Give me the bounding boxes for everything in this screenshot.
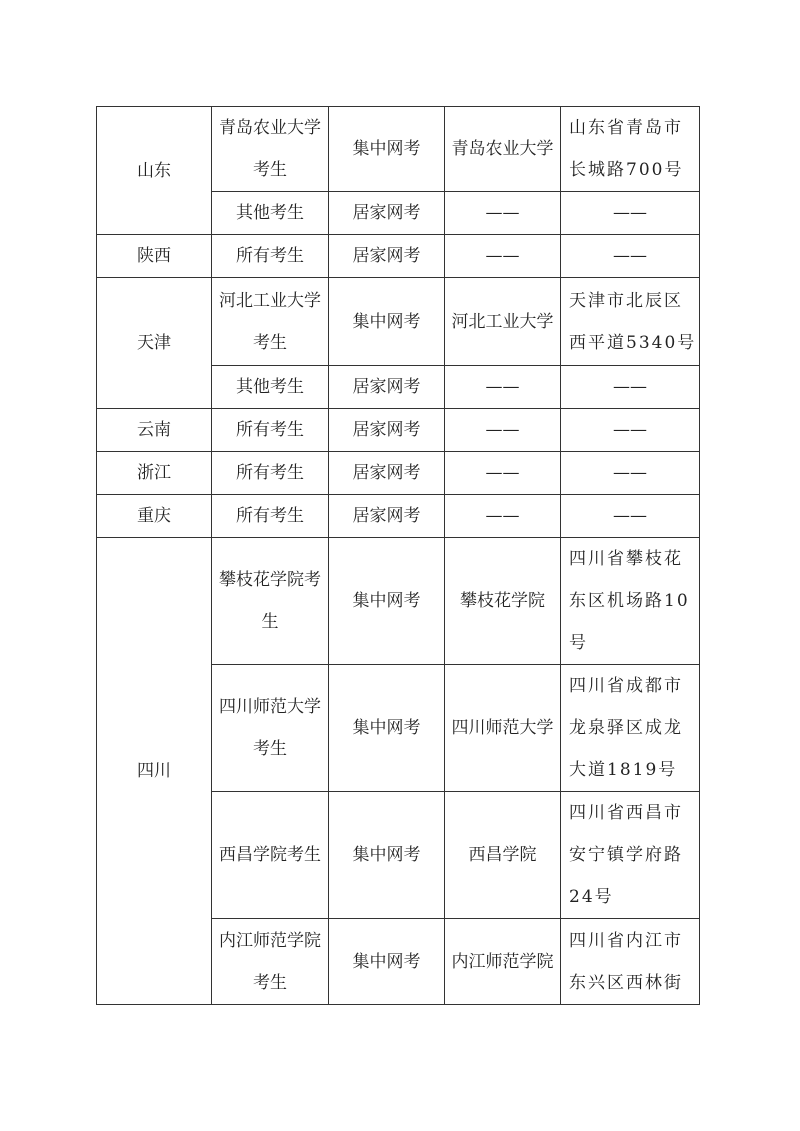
group-cell: 攀枝花学院考生 [212, 538, 329, 665]
address-cell: 四川省攀枝花东区机场路10号 [561, 538, 700, 665]
mode-cell: 居家网考 [329, 366, 445, 409]
site-cell: 内江师范学院 [445, 919, 561, 1005]
mode-cell: 居家网考 [329, 235, 445, 278]
province-cell: 天津 [97, 278, 212, 409]
address-cell: —— [561, 409, 700, 452]
address-cell: 四川省西昌市安宁镇学府路24号 [561, 792, 700, 919]
address-cell: —— [561, 235, 700, 278]
address-cell: —— [561, 366, 700, 409]
group-cell: 所有考生 [212, 235, 329, 278]
province-cell: 陕西 [97, 235, 212, 278]
mode-cell: 居家网考 [329, 192, 445, 235]
mode-cell: 居家网考 [329, 495, 445, 538]
group-cell: 其他考生 [212, 192, 329, 235]
site-cell: —— [445, 235, 561, 278]
mode-cell: 集中网考 [329, 919, 445, 1005]
mode-cell: 集中网考 [329, 792, 445, 919]
mode-cell: 居家网考 [329, 452, 445, 495]
site-cell: 攀枝花学院 [445, 538, 561, 665]
address-cell: 天津市北辰区西平道5340号 [561, 278, 700, 366]
site-cell: 四川师范大学 [445, 665, 561, 792]
group-cell: 所有考生 [212, 409, 329, 452]
site-cell: —— [445, 452, 561, 495]
province-cell: 云南 [97, 409, 212, 452]
group-cell: 所有考生 [212, 495, 329, 538]
site-cell: —— [445, 192, 561, 235]
address-cell: 四川省内江市东兴区西林街 [561, 919, 700, 1005]
province-cell: 重庆 [97, 495, 212, 538]
province-cell: 山东 [97, 107, 212, 235]
table-row [97, 452, 700, 495]
site-cell: —— [445, 366, 561, 409]
site-cell: —— [445, 409, 561, 452]
table-row [97, 538, 700, 665]
table-row [97, 107, 700, 192]
site-cell: 青岛农业大学 [445, 107, 561, 192]
province-cell: 四川 [97, 538, 212, 1005]
group-cell: 河北工业大学考生 [212, 278, 329, 366]
group-cell: 四川师范大学考生 [212, 665, 329, 792]
group-cell: 所有考生 [212, 452, 329, 495]
site-cell: 西昌学院 [445, 792, 561, 919]
mode-cell: 集中网考 [329, 665, 445, 792]
table-row [97, 409, 700, 452]
address-cell: 山东省青岛市长城路700号 [561, 107, 700, 192]
group-cell: 西昌学院考生 [212, 792, 329, 919]
group-cell: 内江师范学院考生 [212, 919, 329, 1005]
mode-cell: 居家网考 [329, 409, 445, 452]
address-cell: —— [561, 192, 700, 235]
mode-cell: 集中网考 [329, 538, 445, 665]
site-cell: 河北工业大学 [445, 278, 561, 366]
table-row [97, 235, 700, 278]
site-cell: —— [445, 495, 561, 538]
address-cell: 四川省成都市龙泉驿区成龙大道1819号 [561, 665, 700, 792]
address-cell: —— [561, 495, 700, 538]
mode-cell: 集中网考 [329, 278, 445, 366]
exam-site-table [96, 106, 700, 1005]
table-row [97, 278, 700, 366]
address-cell: —— [561, 452, 700, 495]
mode-cell: 集中网考 [329, 107, 445, 192]
group-cell: 其他考生 [212, 366, 329, 409]
province-cell: 浙江 [97, 452, 212, 495]
group-cell: 青岛农业大学考生 [212, 107, 329, 192]
table-row [97, 495, 700, 538]
